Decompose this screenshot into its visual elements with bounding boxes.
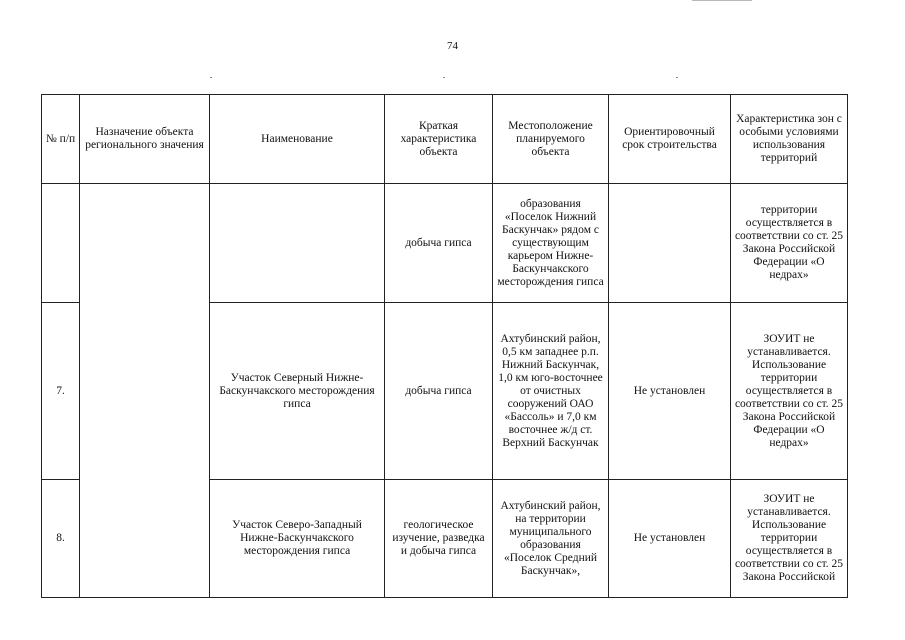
cell-num: 7. — [42, 303, 80, 480]
header-purpose: Назначение объекта регионального значения — [80, 95, 210, 184]
cell-brief: геологическое изучение, разведка и добыча гипса — [385, 480, 493, 598]
cell-purpose — [80, 184, 210, 598]
cell-brief: добыча гипса — [385, 184, 493, 303]
cell-location: Ахтубинский район, на территории муниципального образования «Поселок Средний Баскунчак», — [493, 480, 609, 598]
scan-speck — [676, 77, 678, 78]
scan-speck — [210, 77, 212, 78]
cell-location: Ахтубинский район, 0,5 км западнее р.п. Нижний Баскунчак, 1,0 км юго-восточнее от очистных сооружений ОАО «Бассоль» и 7,0 км восточнее ж/д ст. Верхний Баскунчак — [493, 303, 609, 480]
table-header-row — [42, 95, 848, 184]
cell-name — [210, 184, 385, 303]
header-term: Ориентировочный срок строительства — [609, 95, 731, 184]
cell-brief: добыча гипса — [385, 303, 493, 480]
cell-zones: территории осуществляется в соответствии со ст. 25 Закона Российской Федерации «О недрах» — [731, 184, 848, 303]
scan-artifact-line — [692, 0, 752, 1]
cell-term: Не установлен — [609, 480, 731, 598]
cell-name: Участок Северный Нижне-Баскунчакского месторождения гипса — [210, 303, 385, 480]
header-location: Местоположение планируемого объекта — [493, 95, 609, 184]
cell-term — [609, 184, 731, 303]
cell-num: 8. — [42, 480, 80, 598]
cell-zones: ЗОУИТ не устанавливается. Использование территории осуществляется в соответствии со ст. 25 Закона Российской Федерации «О недрах» — [731, 303, 848, 480]
scan-speck — [443, 77, 445, 78]
header-name: Наименование — [210, 95, 385, 184]
cell-term: Не установлен — [609, 303, 731, 480]
cell-name: Участок Северо-Западный Нижне-Баскунчакского месторождения гипса — [210, 480, 385, 598]
header-brief: Краткая характеристика объекта — [385, 95, 493, 184]
cell-location: образования «Поселок Нижний Баскунчак» рядом с существующим карьером Нижне-Баскунчакского месторождения гипса — [493, 184, 609, 303]
header-zones: Характеристика зон с особыми условиями использования территорий — [731, 95, 848, 184]
objects-table — [41, 94, 848, 598]
table-row — [42, 184, 848, 303]
cell-num — [42, 184, 80, 303]
header-num: № п/п — [42, 95, 80, 184]
page-number: 74 — [447, 40, 458, 52]
cell-zones: ЗОУИТ не устанавливается. Использование территории осуществляется в соответствии со ст. 25 Закона Российской — [731, 480, 848, 598]
